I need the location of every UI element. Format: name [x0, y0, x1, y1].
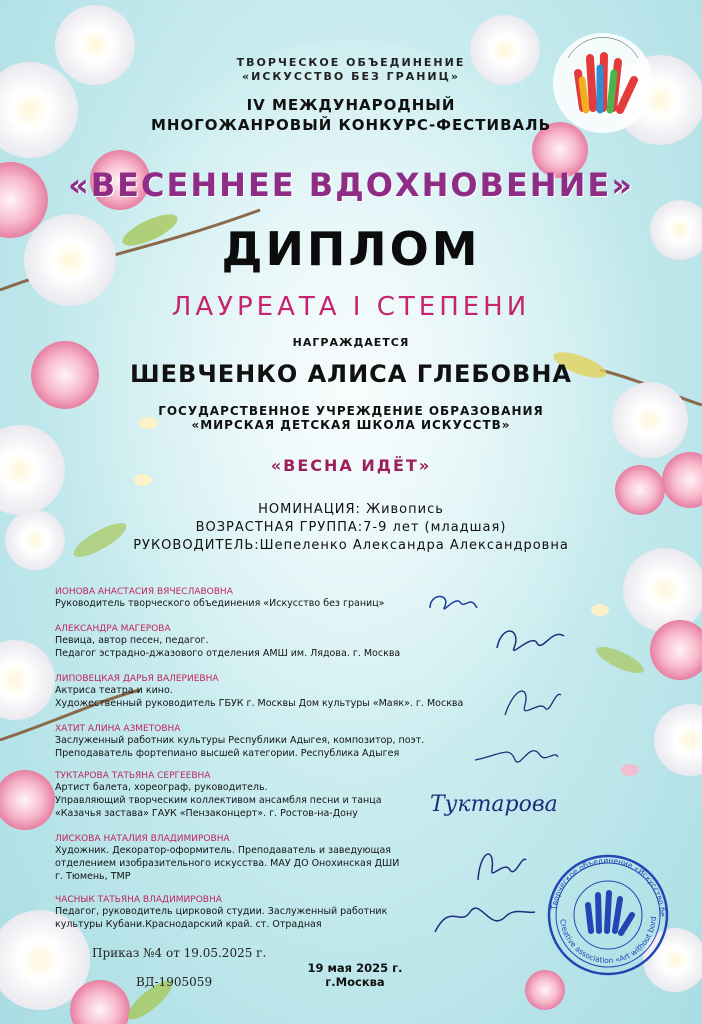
jury-name: ЛИСКОВА НАТАЛИЯ ВЛАДИМИРОВНА [55, 834, 230, 844]
institution-line-1: ГОСУДАРСТВЕННОЕ УЧРЕЖДЕНИЕ ОБРАЗОВАНИЯ [158, 404, 544, 418]
signature-image [470, 735, 560, 775]
work-title: «ВЕСНА ИДЁТ» [270, 456, 432, 475]
jury-name: ИОНОВА АНАСТАСИЯ ВЯЧЕСЛАВОВНА [55, 587, 233, 597]
signature-image [470, 840, 530, 885]
awarded-label: НАГРАЖДАЕТСЯ [292, 336, 410, 349]
order-reference: Приказ №4 от 19.05.2025 г. [92, 946, 267, 960]
signature-text: Туктарова [430, 792, 558, 817]
jury-entry [55, 771, 495, 820]
seal-inner-text: Creative association «Art without bord [558, 915, 659, 966]
jury-desc: Художник. Декоратор-оформитель. Преподаватель и заведующая [55, 845, 392, 856]
signature-image [492, 618, 572, 663]
diploma-number: ВД-1905059 [136, 975, 213, 989]
signature-image [430, 892, 540, 942]
jury-entry [55, 674, 495, 710]
jury-desc: Преподаватель фортепиано высшей категории. Республика Адыгея [55, 748, 400, 759]
contest-line-2: МНОГОЖАНРОВЫЙ КОНКУРС-ФЕСТИВАЛЬ [150, 116, 552, 134]
jury-desc: Художественный руководитель ГБУК г. Москвы Дом культуры «Маяк». г. Москва [55, 698, 464, 709]
issue-date-block [300, 961, 410, 989]
age-group: ВОЗРАСТНАЯ ГРУППА:7-9 лет (младшая) [195, 520, 507, 535]
jury-name: ТУКТАРОВА ТАТЬЯНА СЕРГЕЕВНА [55, 771, 211, 781]
seal-ring-text: Творческое объединение «Искусство бе [549, 855, 668, 917]
jury-desc: Педагог эстрадно-джазового отделения АМШ им. Лядова. г. Москва [55, 648, 401, 659]
signature-image [495, 680, 565, 725]
festival-title: «ВЕСЕННЕЕ ВДОХНОВЕНИЕ» [68, 166, 634, 204]
signature-image [425, 588, 485, 620]
leader: РУКОВОДИТЕЛЬ:Шепеленко Александра Александровна [133, 538, 569, 553]
jury-desc: Заслуженный работник культуры Республики Адыгея, композитор, поэт. [55, 735, 425, 746]
jury-name: АЛЕКСАНДРА МАГЕРОВА [55, 624, 171, 634]
jury-desc: Управляющий творческим коллективом ансамбля песни и танца [55, 795, 382, 806]
nomination: НОМИНАЦИЯ: Живопись [258, 502, 444, 517]
recipient-name: ШЕВЧЕНКО АЛИСА ГЛЕБОВНА [130, 360, 572, 388]
official-seal [546, 853, 670, 977]
jury-desc: «Казачья застава» ГАУК «Пензаконцерт». г. Ростов-на-Дону [55, 808, 358, 819]
jury-desc: Руководитель творческого объединения «Искусство без границ» [55, 598, 385, 609]
jury-entry [55, 724, 495, 760]
jury-name: ЧАСНЫК ТАТЬЯНА ВЛАДИМИРОВНА [55, 895, 222, 905]
jury-name: ЛИПОВЕЦКАЯ ДАРЬЯ ВАЛЕРИЕВНА [55, 674, 219, 684]
issue-city: г.Москва [325, 975, 385, 989]
issue-date: 19 мая 2025 г. [307, 961, 403, 975]
institution-line-2: «МИРСКАЯ ДЕТСКАЯ ШКОЛА ИСКУССТВ» [191, 418, 511, 432]
organization-line-1: ТВОРЧЕСКОЕ ОБЪЕДИНЕНИЕ [236, 56, 466, 69]
jury-desc: Актриса театра и кино. [55, 685, 173, 696]
contest-line-1: IV МЕЖДУНАРОДНЫЙ [246, 96, 456, 114]
jury-desc: отделением изобразительного искусства. МАУ ДО Онохинская ДШИ [55, 858, 400, 869]
jury-desc: Артист балета, хореограф, руководитель. [55, 782, 268, 793]
jury-entry [55, 834, 495, 883]
jury-entry [55, 895, 495, 931]
jury-desc: Педагог, руководитель цирковой студии. Заслуженный работник [55, 906, 388, 917]
jury-entry [55, 624, 495, 660]
jury-desc: культуры Кубани.Краснодарский край. ст. Отрадная [55, 919, 322, 930]
jury-desc: Певица, автор песен, педагог. [55, 635, 209, 646]
jury-desc: г. Тюмень, ТМР [55, 871, 131, 882]
diploma-heading: ДИПЛОМ [221, 222, 481, 276]
jury-name: ХАТИТ АЛИНА АЗМЕТОВНА [55, 724, 181, 734]
laureate-degree: ЛАУРЕАТА I СТЕПЕНИ [171, 292, 531, 322]
organization-line-2: «ИСКУССТВО БЕЗ ГРАНИЦ» [242, 70, 460, 83]
